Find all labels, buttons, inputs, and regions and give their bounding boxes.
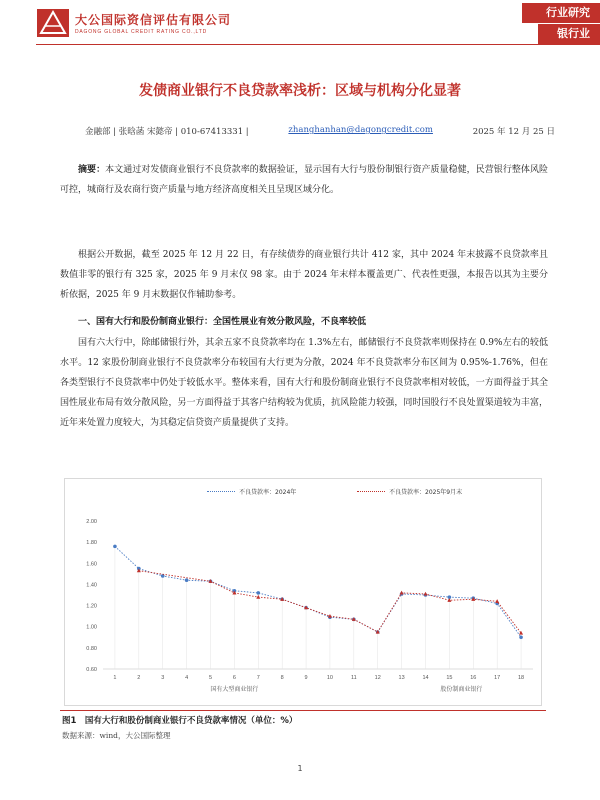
x-group-label-state-banks: 国有大型商业银行 (210, 686, 259, 693)
data-point-2025q3 (519, 631, 523, 635)
section-1-heading: 一、国有大行和股份制商业银行：全国性展业有效分散风险，不良率较低 (78, 317, 367, 327)
x-tick-label: 12 (374, 675, 381, 681)
data-point-2024 (185, 578, 189, 582)
y-tick-label: 1.80 (86, 540, 97, 547)
x-group-label-joint-stock-banks: 股份制商业银行 (440, 686, 483, 693)
caption-divider (60, 710, 546, 711)
x-tick-label: 3 (161, 675, 165, 681)
category-tag-banking: 银行业 (538, 24, 600, 44)
y-tick-label: 1.60 (86, 561, 97, 568)
x-tick-label: 9 (304, 675, 308, 681)
category-tag-industry-research: 行业研究 (522, 3, 600, 23)
page-number: 1 (297, 764, 303, 773)
header-divider (36, 44, 600, 45)
x-tick-label: 11 (350, 675, 357, 681)
legend-label-2025q3: 不良贷款率：2025年9月末 (389, 489, 463, 496)
x-tick-label: 17 (494, 675, 501, 681)
y-tick-label: 1.20 (86, 603, 97, 610)
dagong-logo-icon (36, 8, 70, 38)
x-tick-label: 13 (398, 675, 405, 681)
legend-label-2024: 不良贷款率：2024年 (239, 489, 297, 496)
logo-chinese-name: 大公国际资信评估有限公司 (75, 13, 232, 27)
chart-plot-area (65, 479, 543, 707)
y-tick-label: 0.60 (86, 667, 97, 673)
x-tick-label: 14 (422, 675, 429, 681)
x-tick-label: 4 (185, 675, 189, 681)
x-tick-label: 1 (113, 675, 117, 681)
x-tick-label: 7 (256, 675, 260, 681)
data-point-2025q3 (328, 614, 332, 618)
abstract-text: 本文通过对发债商业银行不良贷款率的数据验证，显示国有大行与股份制银行资产质量稳健，民营银行整体风险可控，城商行及农商行资产质量与地方经济高度相关且呈现区域分化。 (60, 165, 548, 195)
data-point-2024 (256, 591, 260, 595)
series-line-2024 (115, 546, 521, 637)
x-tick-label: 6 (232, 675, 236, 681)
x-tick-label: 15 (446, 675, 453, 681)
report-title: 发债商业银行不良贷款率浅析：区域与机构分化显著 (139, 83, 461, 99)
data-point-2024 (113, 545, 117, 549)
intro-paragraph: 根据公开数据，截至 2025 年 12 月 22 日，有存续债券的商业银行共计 412 家，其中 2024 年末披露不良贷款率且数值非零的银行有 325 家，2025 年 9 月末仅 98 家。由于 2024 年末样本覆盖更广、代表性更强，本报告以其为主要分析依据，2025 年 9 月末数据仅作辅助参考。 (60, 250, 548, 300)
x-tick-label: 8 (280, 675, 284, 681)
x-tick-label: 18 (517, 675, 525, 681)
section-1-body: 国有六大行中，除邮储银行外，其余五家不良贷款率均在 1.3%左右，邮储银行不良贷款率则保持在 0.9%左右的较低水平。12 家股份制商业银行不良贷款率分布较国有大行更为分散，2024 年不良贷款率分布区间为 0.95%-1.76%，但在各类型银行不良贷款率中仍处于较低水平。整体来看，国有大行和股份制商业银行不良贷款率相对较低，一方面得益于其全国性展业布局有效分散风险，另一方面得益于其客户结构较为优质，抗风险能力较强，同时国股行不良处置渠道较为丰富，近年来处置力度较大，为其稳定信贷资产质量提供了支持。 (60, 338, 548, 428)
report-date: 2025 年 12 月 25 日 (472, 127, 555, 137)
npl-ratio-chart (64, 478, 542, 706)
y-tick-label: 1.00 (86, 624, 97, 631)
data-point-2024 (519, 635, 523, 639)
x-tick-label: 16 (470, 675, 477, 681)
logo-english-name: DAGONG GLOBAL CREDIT RATING CO.,LTD (75, 29, 207, 35)
y-tick-label: 0.80 (86, 645, 97, 652)
authors-and-phone: 金融部 | 张晗菡 宋懿帝 | 010-67413331 | (85, 127, 249, 137)
author-email-link[interactable]: zhanghanhan@dagongcredit.com (288, 125, 433, 135)
author-meta-line (85, 125, 555, 137)
x-tick-label: 5 (208, 675, 213, 681)
data-point-2025q3 (400, 591, 404, 595)
figure-caption: 图1 国有大行和股份制商业银行不良贷款率情况（单位：%） (62, 716, 298, 726)
abstract (60, 160, 548, 200)
data-point-2025q3 (256, 595, 260, 599)
y-tick-label: 2.00 (86, 519, 97, 525)
x-tick-label: 10 (326, 675, 334, 681)
company-logo (36, 8, 251, 38)
x-tick-label: 2 (137, 675, 141, 681)
figure-source: 数据来源：wind，大公国际整理 (62, 731, 171, 740)
data-point-2025q3 (424, 592, 428, 596)
y-tick-label: 1.40 (86, 582, 97, 589)
abstract-label: 摘要： (78, 165, 106, 175)
